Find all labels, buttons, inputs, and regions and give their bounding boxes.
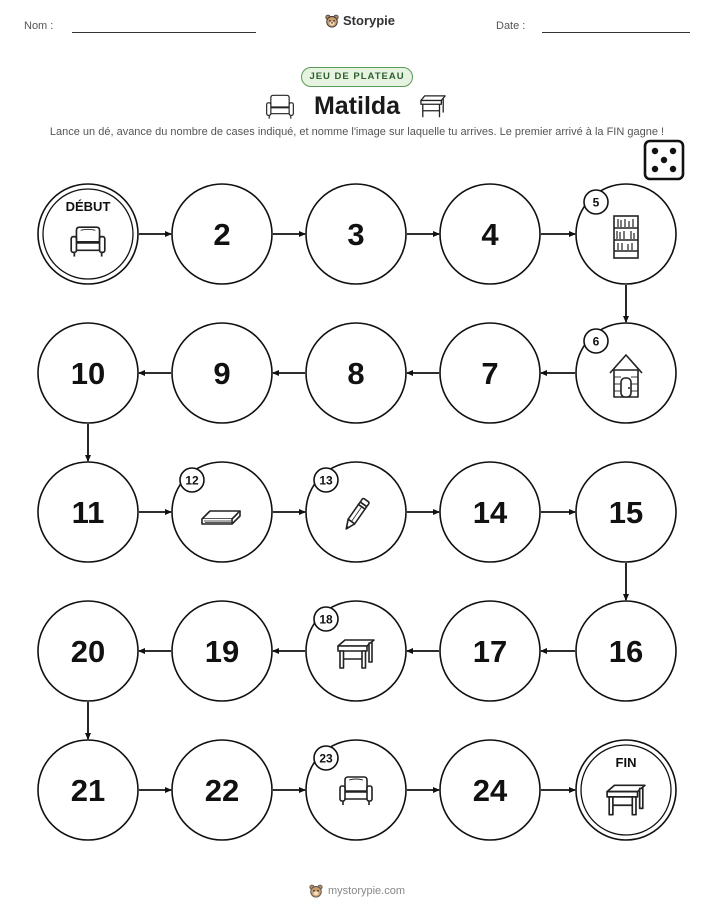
cell-number: 23 xyxy=(319,751,333,766)
cell-number: 18 xyxy=(319,612,333,627)
cell-number: 7 xyxy=(481,356,499,391)
board-cell-10 xyxy=(38,323,138,423)
cell-number: 17 xyxy=(472,634,508,669)
board-cell-22 xyxy=(172,740,272,840)
board-cell-15 xyxy=(576,462,676,562)
cell-number: 2 xyxy=(213,217,231,252)
cell-number: 12 xyxy=(185,473,199,488)
board-cell-7 xyxy=(440,323,540,423)
board-cell-20 xyxy=(38,601,138,701)
board-cell-13 xyxy=(306,462,406,562)
board-cell-21 xyxy=(38,740,138,840)
board-cell-11 xyxy=(38,462,138,562)
brand-name: Storypie xyxy=(343,13,396,28)
cell-number: 22 xyxy=(204,773,240,808)
board-cell-9 xyxy=(172,323,272,423)
cell-number: 19 xyxy=(204,634,240,669)
board-cell-6 xyxy=(576,323,676,423)
cell-number: 3 xyxy=(347,217,365,252)
book-icon xyxy=(202,511,240,524)
cell-number: 24 xyxy=(472,773,508,808)
board-cell-19 xyxy=(172,601,272,701)
board-cell-4 xyxy=(440,184,540,284)
cell-number: 16 xyxy=(608,634,644,669)
start-label: DÉBUT xyxy=(65,199,111,214)
board-cell-16 xyxy=(576,601,676,701)
footer-url: mystorypie.com xyxy=(327,885,406,897)
cell-number: 21 xyxy=(70,773,106,808)
cell-number: 5 xyxy=(592,195,600,210)
cell-number: 14 xyxy=(472,495,508,530)
game-type-badge: JEU DE PLATEAU xyxy=(301,67,413,87)
dice-five-icon xyxy=(645,141,683,179)
cell-number: 8 xyxy=(347,356,365,391)
name-label: Nom : xyxy=(24,20,54,32)
cell-number: 9 xyxy=(213,356,231,391)
board-cell-1 xyxy=(38,184,138,284)
footer xyxy=(0,884,714,898)
board-cell-2 xyxy=(172,184,272,284)
board-cell-17 xyxy=(440,601,540,701)
bear-mascot-icon xyxy=(309,884,323,898)
bookshelf-icon xyxy=(614,216,638,258)
board-cell-3 xyxy=(306,184,406,284)
cell-number: 15 xyxy=(608,495,644,530)
board-cell-24 xyxy=(440,740,540,840)
board-cell-25 xyxy=(576,740,676,840)
cell-number: 6 xyxy=(592,334,600,349)
board-cell-14 xyxy=(440,462,540,562)
cell-number: 13 xyxy=(319,473,333,488)
game-instructions: Lance un dé, avance du nombre de cases indiqué, et nomme l'image sur laquelle tu arrives. Le premier arrivé à la FIN gagne ! xyxy=(49,126,665,138)
cell-number: 11 xyxy=(71,495,105,530)
board-cell-8 xyxy=(306,323,406,423)
board-cell-18 xyxy=(306,601,406,701)
board-cell-5 xyxy=(576,184,676,284)
cell-number: 20 xyxy=(70,634,106,669)
board-cell-23 xyxy=(306,740,406,840)
cell-number: 4 xyxy=(481,217,499,252)
board-cell-12 xyxy=(172,462,272,562)
cell-number: 10 xyxy=(70,356,106,391)
end-label: FIN xyxy=(615,755,637,770)
page-title: Matilda xyxy=(313,92,401,120)
date-label: Date : xyxy=(496,20,526,32)
